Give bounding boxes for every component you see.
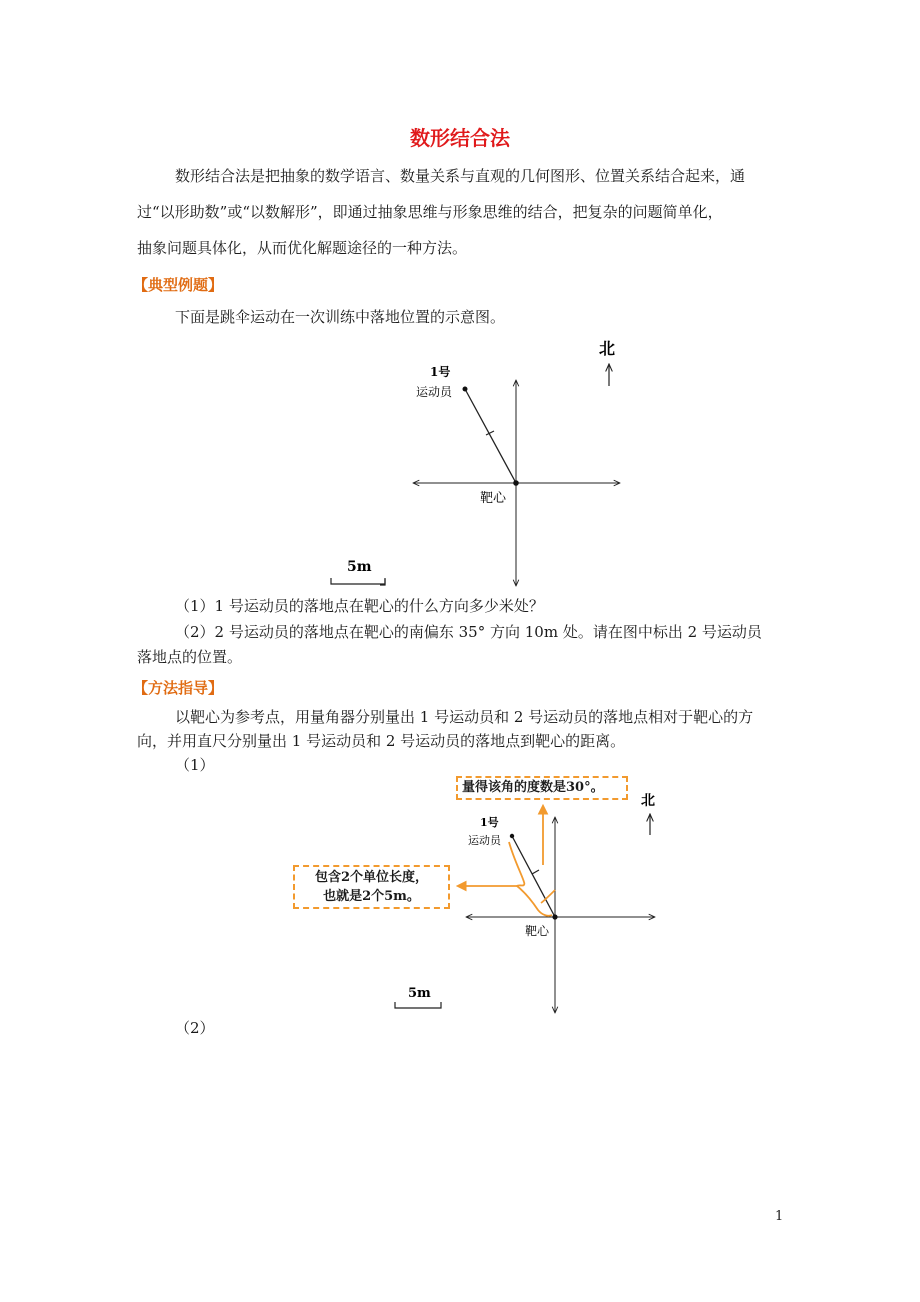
page-number: 1 — [775, 1209, 784, 1224]
athlete-2-label-line2: 运动员 — [468, 834, 501, 847]
target-center-point — [513, 480, 519, 486]
athlete-2-label-line1: 1号 — [480, 816, 499, 829]
part-1-label: （1） — [175, 756, 215, 774]
athlete-1-line — [465, 389, 516, 483]
page-title: 数形结合法 — [410, 126, 510, 150]
example-lead: 下面是跳伞运动在一次训练中落地位置的示意图。 — [175, 308, 506, 326]
unit-tick-2 — [532, 870, 539, 874]
athlete-1-label-line2: 运动员 — [416, 385, 453, 399]
example-heading: 【典型例题】 — [133, 276, 224, 294]
length-note-line-1: 包含2个单位长度， — [314, 870, 429, 885]
question-1: （1）1 号运动员的落地点在靶心的什么方向多少米处？ — [175, 597, 544, 615]
figure-1-diagram — [380, 330, 660, 600]
intro-line-1: 数形结合法是把抽象的数学语言、数量关系与直观的几何图形、位置关系结合起来，通 — [175, 167, 746, 185]
target-center-label: 靶心 — [480, 491, 507, 506]
intro-line-3: 抽象问题具体化，从而优化解题途径的一种方法。 — [137, 239, 468, 257]
method-line-2: 向，并用直尺分别量出 1 号运动员和 2 号运动员的落地点到靶心的距离。 — [137, 732, 626, 750]
figure-1-scale — [325, 555, 395, 591]
scale-2-bar — [395, 1002, 441, 1008]
athlete-1-point — [463, 387, 468, 392]
method-line-1: 以靶心为参考点，用量角器分别量出 1 号运动员和 2 号运动员的落地点相对于靶心的方 — [175, 708, 754, 726]
intro-line-2: 过“以形助数”或“以数解形”，即通过抽象思维与形象思维的结合，把复杂的问题简单化， — [137, 203, 723, 221]
athlete-1-point-2 — [510, 834, 514, 838]
angle-arc — [541, 890, 555, 903]
question-2-line-2: 落地点的位置。 — [137, 648, 243, 666]
target-center-label-2: 靶心 — [525, 924, 550, 938]
question-2-line-1: （2）2 号运动员的落地点在靶心的南偏东 35° 方向 10m 处。请在图中标出 2 号运动员 — [175, 623, 762, 641]
method-heading: 【方法指导】 — [133, 679, 224, 697]
north-label: 北 — [599, 339, 616, 358]
length-note-line-2: 也就是2个5m。 — [323, 889, 420, 904]
length-brace — [509, 842, 552, 916]
scale-2-label: 5m — [408, 986, 431, 1001]
north-label-2: 北 — [641, 793, 655, 809]
scale-1-label: 5m — [347, 559, 372, 575]
athlete-1-label-line1: 1号 — [430, 365, 451, 379]
target-center-point-2 — [552, 914, 557, 919]
angle-note-box: 量得该角的度数是30°。 — [456, 776, 628, 800]
part-2-label: （2） — [175, 1019, 215, 1037]
length-note-box — [293, 865, 450, 909]
scale-1-bar — [331, 578, 385, 584]
